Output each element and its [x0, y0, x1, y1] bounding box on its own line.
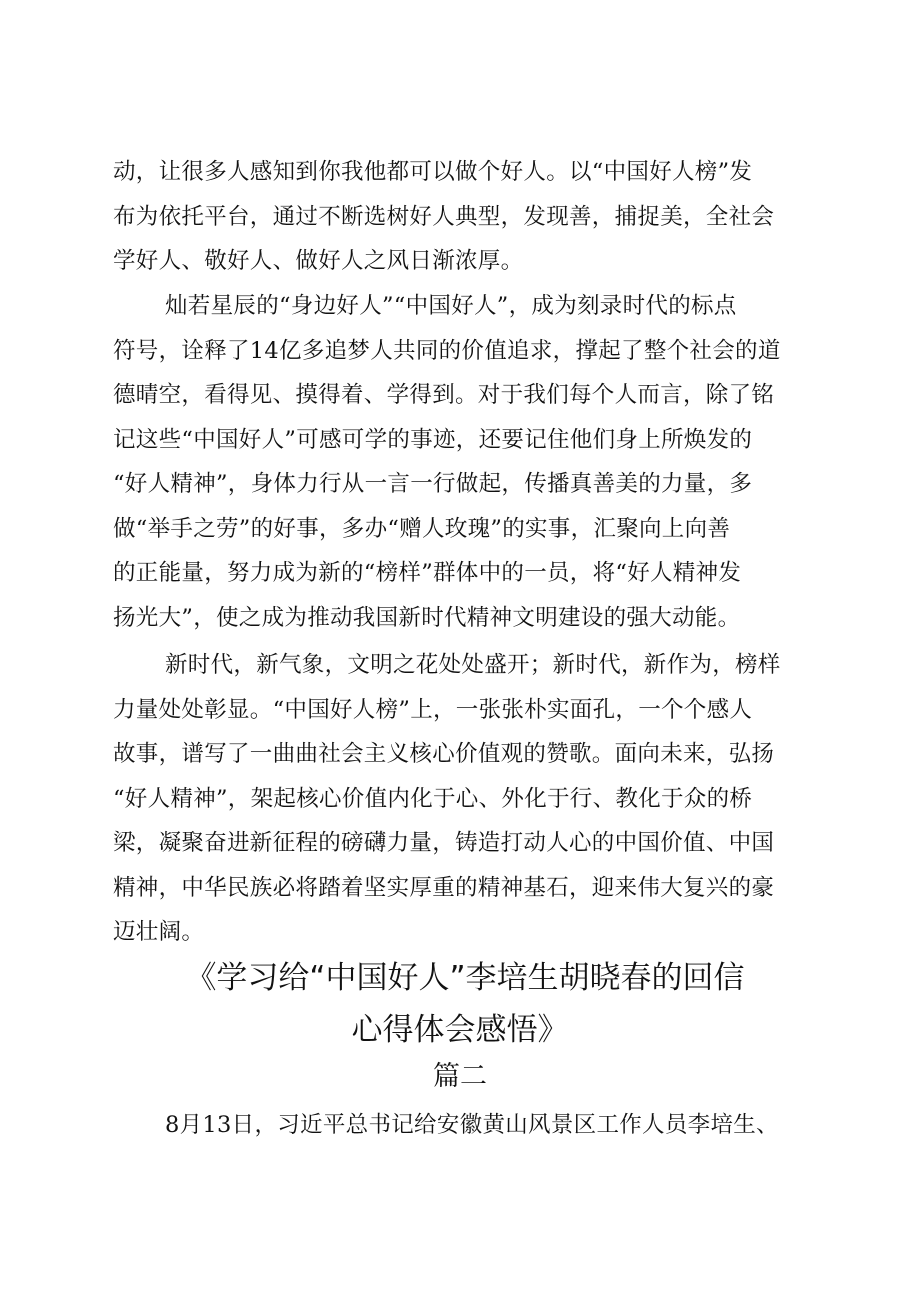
- text-line: 力量处处彰显。“中国好人榜”上，一张张朴实面孔，一个个感人: [113, 696, 753, 723]
- text-line: 学好人、敬好人、做好人之风日渐浓厚。: [113, 248, 524, 274]
- paragraph-new-era: [113, 643, 803, 955]
- text-line: 的正能量，努力成为新的“榜样”群体中的一员，将“好人精神发: [113, 560, 742, 586]
- text-line: 梁，凝聚奋进新征程的磅礴力量，铸造打动人心的中国价值、中国: [113, 830, 775, 856]
- paragraph-good-people-spirit: [113, 284, 803, 640]
- text-line: 迈壮阔。: [113, 919, 205, 945]
- text-line: 8月13日，习近平总书记给安徽黄山风景区工作人员李培生、: [165, 1112, 779, 1138]
- title-line: 心得体会感悟》: [351, 1012, 569, 1048]
- article-title: [0, 952, 920, 1056]
- text-line: 记这些“中国好人”可感可学的事迹，还要记住他们身上所焕发的: [113, 426, 753, 453]
- text-line: “好人精神”，身体力行从一言一行做起，传播真善美的力量，多: [113, 471, 753, 497]
- text-line: 做“举手之劳”的好事，多办“赠人玫瑰”的实事，汇聚向上向善: [113, 515, 731, 542]
- text-line: 符号，诠释了14亿多追梦人共同的价值追求，撑起了整个社会的道: [113, 337, 781, 364]
- text-line: 扬光大”，使之成为推动我国新时代精神文明建设的强大动能。: [113, 604, 741, 631]
- text-line: 德晴空，看得见、摸得着、学得到。对于我们每个人而言，除了铭: [113, 382, 775, 408]
- text-line: 新时代，新气象，文明之花处处盛开；新时代，新作为，榜样: [165, 652, 781, 678]
- text-line: 精神，中华民族必将踏着坚实厚重的精神基石，迎来伟大复兴的豪: [113, 874, 775, 901]
- paragraph-continuation: [113, 150, 803, 284]
- text-line: 灿若星辰的“身边好人”“中国好人”，成为刻录时代的标点: [165, 293, 737, 319]
- text-line: 故事，谱写了一曲曲社会主义核心价值观的赞歌。面向未来，弘扬: [113, 741, 775, 767]
- text-line: 布为依托平台，通过不断选树好人典型，发现善，捕捉美，全社会: [113, 203, 775, 230]
- paragraph-letter-intro: [113, 1103, 803, 1148]
- text-line: “好人精神”，架起核心价值内化于心、外化于行、教化于众的桥: [113, 785, 753, 812]
- article-subtitle: 篇二: [433, 1061, 487, 1092]
- title-line: 《学习给“中国好人”李培生胡晓春的回信: [185, 960, 745, 996]
- text-line: 动，让很多人感知到你我他都可以做个好人。以“中国好人榜”发: [113, 159, 753, 185]
